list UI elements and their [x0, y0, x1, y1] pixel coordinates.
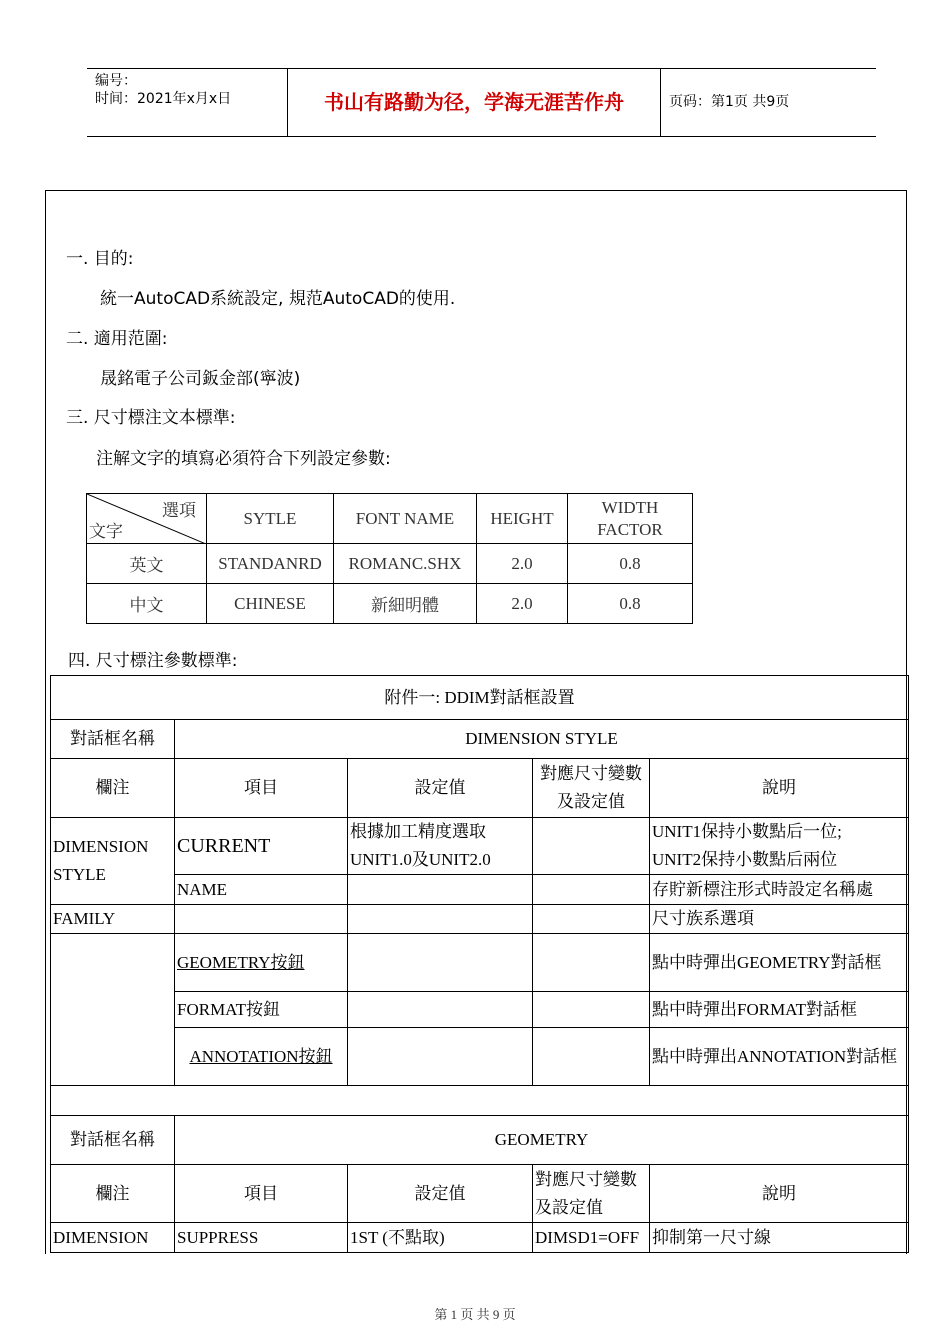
time-label: 时间：2021年x月x日 [95, 91, 232, 107]
serial-label: 编号： [95, 73, 137, 89]
description-line: UNIT2保持小數點后兩位 [652, 850, 838, 869]
row-width: 0.8 [568, 544, 693, 584]
value-line: 根據加工精度選取 [350, 822, 486, 841]
row-label: 中文 [87, 584, 207, 624]
value-cell [348, 934, 533, 992]
description-cell: 抑制第一尺寸線 [650, 1223, 909, 1253]
header-width-factor: WIDTH FACTOR [568, 494, 693, 544]
col-value: 設定值 [348, 759, 533, 818]
table-row [51, 875, 909, 905]
field-cell: DIMENSION [51, 1223, 175, 1253]
description-line: UNIT1保持小數點后一位; [652, 822, 842, 841]
table-row [51, 905, 909, 934]
variable-cell [533, 992, 650, 1028]
geometry-button-link[interactable]: GEOMETRY按鈕 [175, 934, 348, 992]
annotation-button-link[interactable]: ANNOTATION按鈕 [175, 1028, 348, 1086]
description-cell: 點中時彈出ANNOTATION對話框 [650, 1028, 909, 1086]
table-row [51, 1223, 909, 1253]
value-cell [348, 992, 533, 1028]
row-height: 2.0 [477, 544, 568, 584]
text-standard-table [86, 493, 693, 624]
corner-top-label: 選項 [162, 501, 196, 521]
col-variable: 對應尺寸變數及設定值 [533, 759, 650, 818]
col-value: 設定值 [348, 1165, 533, 1223]
description-cell [650, 818, 909, 875]
variable-cell: DIMSD1=OFF [533, 1223, 650, 1253]
header-meta [95, 69, 295, 139]
page-footer: 第 1 页 共 9 页 [434, 1307, 516, 1322]
description-cell: 點中時彈出GEOMETRY對話框 [650, 934, 909, 992]
variable-cell [533, 905, 650, 934]
table-row [87, 584, 693, 624]
dialog-label: 對話框名稱 [51, 1116, 175, 1165]
field-cell: FAMILY [51, 905, 175, 934]
row-width: 0.8 [568, 584, 693, 624]
dialog-label: 對話框名稱 [51, 720, 175, 759]
row-font: ROMANC.SHX [334, 544, 477, 584]
row-height: 2.0 [477, 584, 568, 624]
dialog-name: DIMENSION STYLE [175, 720, 909, 759]
variable-cell [533, 818, 650, 875]
variable-cell [533, 934, 650, 992]
corner-bottom-label: 文字 [89, 522, 123, 542]
table-row [51, 992, 909, 1028]
section-2-body: 晟銘電子公司鈑金部(寧波) [100, 369, 301, 389]
description-cell: 尺寸族系選項 [650, 905, 909, 934]
col-variable: 對應尺寸變數及設定值 [533, 1165, 650, 1223]
format-button-label: FORMAT按鈕 [175, 992, 348, 1028]
header-page-label: 页码：第1页 共9页 [669, 94, 790, 110]
dialog-name: GEOMETRY [175, 1116, 909, 1165]
col-description: 說明 [650, 1165, 909, 1223]
row-style: STANDANRD [207, 544, 334, 584]
value-cell [348, 1028, 533, 1086]
item-cell: SUPPRESS [175, 1223, 348, 1253]
row-font: 新細明體 [334, 584, 477, 624]
variable-cell [533, 875, 650, 905]
col-item: 項目 [175, 759, 348, 818]
item-cell: NAME [175, 875, 348, 905]
row-label: 英文 [87, 544, 207, 584]
value-cell: 1ST (不點取) [348, 1223, 533, 1253]
section-4-title: 四. 尺寸標注參數標準: [68, 651, 238, 671]
value-line: UNIT1.0及UNIT2.0 [350, 850, 491, 869]
table-row [51, 818, 909, 875]
item-cell: CURRENT [175, 818, 348, 875]
table-row [51, 934, 909, 992]
field-cell [51, 934, 175, 1086]
item-cell [175, 905, 348, 934]
header-motto: 书山有路勤为径，学海无涯苦作舟 [287, 69, 661, 136]
spacer-cell [51, 1086, 909, 1116]
col-description: 說明 [650, 759, 909, 818]
value-cell [348, 905, 533, 934]
col-item: 項目 [175, 1165, 348, 1223]
ddim-table [50, 675, 909, 1253]
row-style: CHINESE [207, 584, 334, 624]
description-cell: 點中時彈出FORMAT對話框 [650, 992, 909, 1028]
section-3-title: 三. 尺寸標注文本標準: [66, 408, 236, 428]
section-3-body: 注解文字的填寫必須符合下列設定參數: [96, 449, 391, 469]
header-style: SYTLE [207, 494, 334, 544]
ddim-caption: 附件一: DDIM對話框設置 [51, 676, 909, 720]
section-1-title: 一. 目的: [66, 249, 134, 269]
variable-cell [533, 1028, 650, 1086]
table-row [51, 1028, 909, 1086]
value-cell [348, 875, 533, 905]
col-field: 欄注 [51, 1165, 175, 1223]
table-row [87, 544, 693, 584]
section-2-title: 二. 適用范圍: [66, 329, 168, 349]
field-cell: DIMENSION STYLE [51, 818, 175, 905]
spacer-row [51, 1086, 909, 1116]
col-field: 欄注 [51, 759, 175, 818]
header-height: HEIGHT [477, 494, 568, 544]
section-1-body: 統一AutoCAD系統設定, 規范AutoCAD的使用. [100, 289, 456, 309]
page-header [87, 68, 876, 137]
table-corner-cell [87, 494, 207, 544]
header-font-name: FONT NAME [334, 494, 477, 544]
description-cell: 存貯新標注形式時設定名稱處 [650, 875, 909, 905]
value-cell [348, 818, 533, 875]
